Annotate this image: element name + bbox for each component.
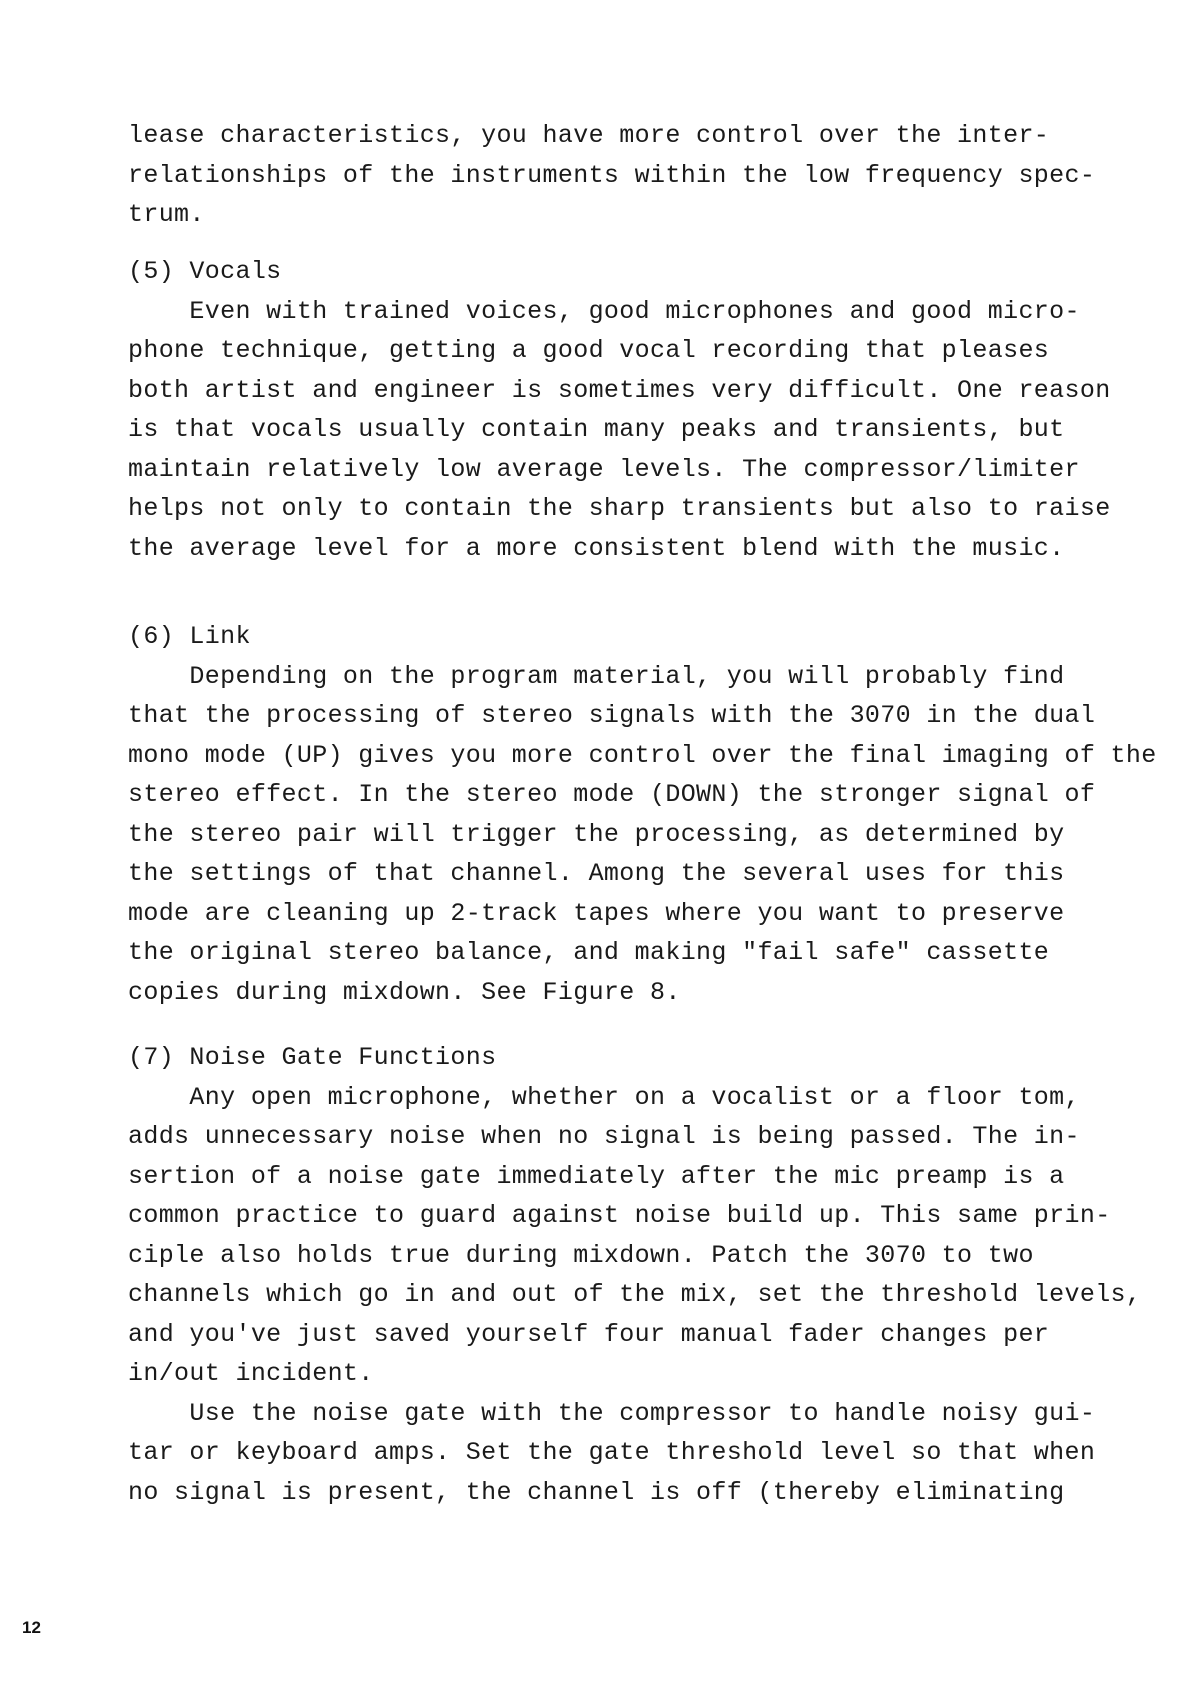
- text-line: no signal is present, the channel is off (thereby eliminating: [128, 1477, 1065, 1507]
- text-line: Any open microphone, whether on a vocalist or a floor tom,: [128, 1082, 1080, 1112]
- text-line: adds unnecessary noise when no signal is being passed. The in-: [128, 1122, 1080, 1151]
- text-line: the original stereo balance, and making "fail safe" cassette: [128, 938, 1050, 967]
- text-line: the settings of that channel. Among the several uses for this: [128, 859, 1065, 888]
- section-noise-gate: [128, 1038, 1188, 1512]
- text-line: Use the noise gate with the compressor to handle noisy gui-: [128, 1398, 1096, 1428]
- text-line: common practice to guard against noise build up. This same prin-: [128, 1201, 1111, 1230]
- text-line: mono mode (UP) gives you more control over the final imaging of the: [128, 740, 1157, 770]
- text-line: and you've just saved yourself four manual fader changes per: [128, 1319, 1050, 1349]
- text-line: Even with trained voices, good microphones and good micro-: [128, 296, 1080, 326]
- section-heading-link: (6) Link: [128, 622, 251, 651]
- text-line: phone technique, getting a good vocal recording that pleases: [128, 336, 1050, 365]
- text-line: relationships of the instruments within the low frequency spec-: [128, 160, 1096, 190]
- text-line: maintain relatively low average levels. The compressor/limiter: [128, 454, 1080, 484]
- text-line: in/out incident.: [128, 1359, 374, 1388]
- text-line: trum.: [128, 200, 205, 229]
- text-line: ciple also holds true during mixdown. Patch the 3070 to two: [128, 1240, 1034, 1270]
- text-line: Depending on the program material, you will probably find: [128, 661, 1065, 691]
- text-line: sertion of a noise gate immediately after the mic preamp is a: [128, 1161, 1065, 1191]
- text-line: stereo effect. In the stereo mode (DOWN) the stronger signal of: [128, 780, 1096, 809]
- text-line: helps not only to contain the sharp transients but also to raise: [128, 494, 1111, 523]
- text-line: is that vocals usually contain many peaks and transients, but: [128, 415, 1065, 444]
- text-line: tar or keyboard amps. Set the gate threshold level so that when: [128, 1438, 1096, 1467]
- section-heading-vocals: (5) Vocals: [128, 257, 282, 286]
- text-line: mode are cleaning up 2-track tapes where you want to preserve: [128, 898, 1065, 928]
- continuation-paragraph: [128, 116, 1188, 235]
- section-vocals: [128, 252, 1188, 568]
- text-line: that the processing of stereo signals with the 3070 in the dual: [128, 701, 1096, 730]
- page-number: 12: [22, 1618, 41, 1637]
- text-line: the stereo pair will trigger the processing, as determined by: [128, 819, 1065, 849]
- section-link: [128, 617, 1188, 1012]
- text-line: copies during mixdown. See Figure 8.: [128, 977, 681, 1007]
- text-line: the average level for a more consistent blend with the music.: [128, 533, 1065, 563]
- section-heading-noise-gate: (7) Noise Gate Functions: [128, 1043, 497, 1072]
- text-line: both artist and engineer is sometimes very difficult. One reason: [128, 375, 1111, 405]
- text-line: channels which go in and out of the mix, set the threshold levels,: [128, 1280, 1142, 1309]
- text-line: lease characteristics, you have more control over the inter-: [128, 121, 1050, 150]
